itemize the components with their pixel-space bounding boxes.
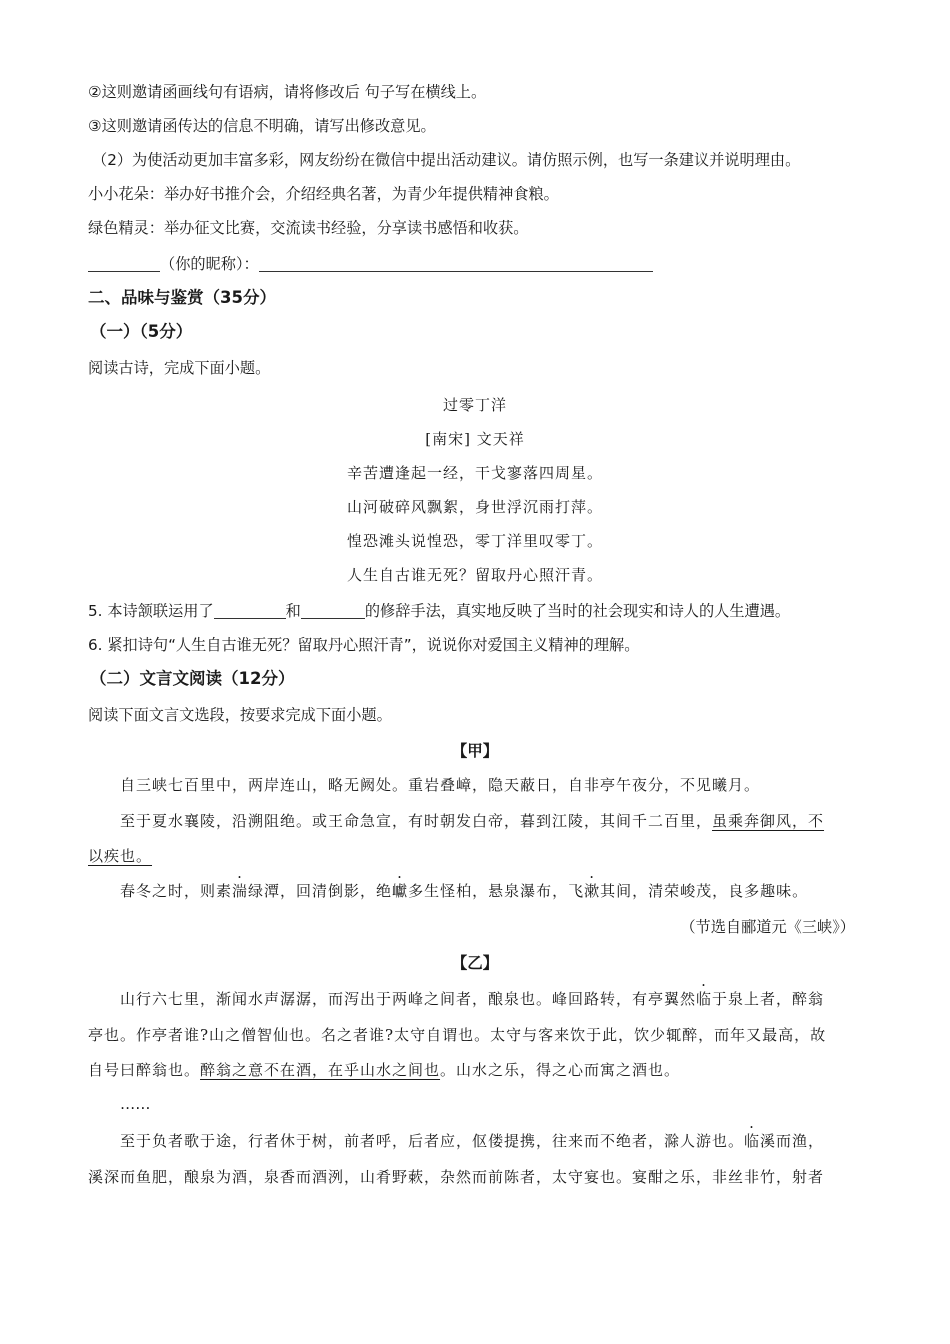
yi-paragraph-1 bbox=[120, 988, 824, 1010]
question-item-3: ③这则邀请函传达的信息不明确，请写出修改意见。 bbox=[88, 117, 436, 135]
part1-instruction: 阅读古诗，完成下面小题。 bbox=[88, 359, 271, 377]
yi-p2-text: 至于负者歌于途，行者休于树，前者呼，后者应，伛偻提携，往来而不绝者，滁人游也。 bbox=[120, 1132, 745, 1150]
poem-author: [南宋] 文天祥 bbox=[425, 430, 525, 448]
yi-p2-text: 溪而渔， bbox=[760, 1132, 825, 1150]
yi-paragraph-1-line-2: 亭也。作亭者谁?山之僧智仙也。名之者谁?太守自谓也。太守与客来饮于此，饮少辄醉，而年又最高，故 bbox=[88, 1026, 827, 1044]
dotted-character: 漱 bbox=[584, 882, 601, 900]
jia-underlined-sentence: 虽乘奔御风，不 bbox=[712, 812, 825, 830]
jia-p3-text: 春冬之时，则素 bbox=[120, 882, 233, 900]
dotted-character: 巘 bbox=[392, 882, 409, 900]
jia-p3-text: 其间，清荣峻茂，良多趣味。 bbox=[600, 882, 809, 900]
poem-line: 山河破碎风飘絮，身世浮沉雨打萍。 bbox=[346, 498, 603, 516]
q5-mid: 和 bbox=[285, 602, 301, 620]
dotted-character: 临 bbox=[744, 1132, 761, 1150]
passage-jia-label: 【甲】 bbox=[451, 742, 499, 760]
yi-underlined-sentence: 醉翁之意不在酒，在乎山水之间也 bbox=[200, 1061, 441, 1079]
nickname-answer-line bbox=[88, 253, 653, 275]
section-heading: 二、品味与鉴赏（35分） bbox=[88, 288, 276, 307]
jia-paragraph-3 bbox=[120, 880, 808, 902]
yi-p1-text: 。山水之乐，得之心而寓之酒也。 bbox=[440, 1061, 681, 1079]
jia-underlined-sentence-cont: 以疾也。 bbox=[88, 847, 153, 865]
poem-line: 辛苦遭逢起一经，干戈寥落四周星。 bbox=[346, 464, 603, 482]
jia-paragraph-1: 自三峡七百里中，两岸连山，略无阙处。重岩叠嶂，隐天蔽日，自非亭午夜分，不见曦月。 bbox=[120, 776, 761, 794]
nickname-label: （你的昵称）： bbox=[160, 255, 259, 273]
passage-yi-label: 【乙】 bbox=[451, 954, 499, 972]
poem-title: 过零丁洋 bbox=[442, 396, 507, 414]
part2-instruction: 阅读下面文言文选段，按要求完成下面小题。 bbox=[88, 706, 392, 724]
dotted-character: 临 bbox=[696, 990, 713, 1008]
question-5 bbox=[88, 600, 790, 622]
ellipsis: …… bbox=[120, 1095, 151, 1113]
poem-line: 人生自古谁无死？留取丹心照汗青。 bbox=[346, 566, 603, 584]
example-suggestion-2: 绿色精灵：举办征文比赛，交流读书经验，分享读书感悟和收获。 bbox=[88, 219, 529, 237]
part1-heading: （一）（5分） bbox=[90, 322, 193, 341]
question-item-2: ②这则邀请函画线句有语病，请将修改后 句子写在横线上。 bbox=[88, 83, 487, 101]
jia-p3-text: 多生怪柏，悬泉瀑布，飞 bbox=[408, 882, 585, 900]
dotted-character: 湍 bbox=[232, 882, 249, 900]
poem-line: 惶恐滩头说惶恐，零丁洋里叹零丁。 bbox=[346, 532, 603, 550]
question-part-2: （2）为使活动更加丰富多彩，网友纷纷在微信中提出活动建议。请仿照示例，也写一条建议并说明理由。 bbox=[92, 151, 801, 169]
q5-blank-1[interactable] bbox=[214, 602, 286, 619]
example-suggestion-1: 小小花朵：举办好书推介会，介绍经典名著，为青少年提供精神食粮。 bbox=[88, 185, 559, 203]
nickname-blank[interactable] bbox=[88, 255, 160, 272]
yi-p1-text: 山行六七里，渐闻水声潺潺，而泻出于两峰之间者，酿泉也。峰回路转，有亭翼然 bbox=[120, 990, 697, 1008]
yi-p1-text: 自号曰醉翁也。 bbox=[88, 1061, 201, 1079]
question-6: 6. 紧扣诗句“人生自古谁无死？留取丹心照汗青”，说说你对爱国主义精神的理解。 bbox=[88, 636, 640, 654]
yi-p1-text: 于泉上者，醉翁 bbox=[712, 990, 825, 1008]
jia-paragraph-2 bbox=[120, 810, 824, 832]
yi-paragraph-1-line-3 bbox=[88, 1059, 680, 1081]
yi-paragraph-2-line-2: 溪深而鱼肥，酿泉为酒，泉香而酒洌，山肴野蔌，杂然而前陈者，太守宴也。宴酣之乐，非丝非竹，射者 bbox=[88, 1168, 825, 1186]
jia-paragraph-2-cont bbox=[88, 845, 152, 867]
q5-suffix: 的修辞手法，真实地反映了当时的社会现实和诗人的人生遭遇。 bbox=[364, 602, 791, 620]
jia-p3-text: 绿潭，回清倒影，绝 bbox=[248, 882, 393, 900]
suggestion-blank[interactable] bbox=[259, 255, 653, 272]
yi-paragraph-2 bbox=[120, 1130, 824, 1152]
q5-blank-2[interactable] bbox=[301, 602, 365, 619]
part2-heading: （二）文言文阅读（12分） bbox=[90, 669, 295, 688]
jia-p2-text: 至于夏水襄陵，沿溯阻绝。或王命急宣，有时朝发白帝，暮到江陵，其间千二百里， bbox=[120, 812, 713, 830]
jia-source: （节选自郦道元《三峡》） bbox=[680, 918, 855, 936]
q5-prefix: 5. 本诗颔联运用了 bbox=[88, 602, 214, 620]
